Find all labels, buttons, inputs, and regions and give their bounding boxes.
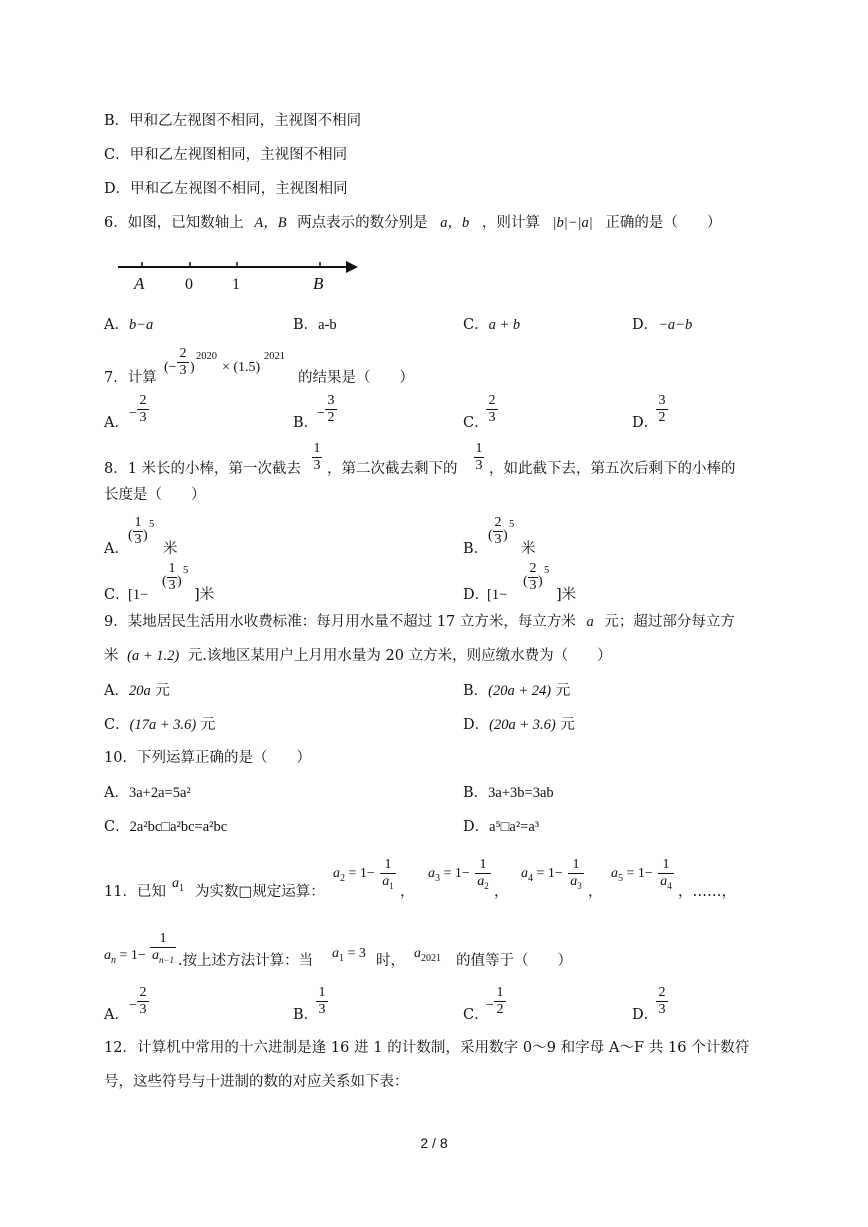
q7-option-b-label: B．	[293, 415, 319, 431]
q8-c-paren-close: )	[177, 574, 182, 589]
q8-stem-a: 8．1 米长的小棒，第一次截去	[104, 461, 302, 477]
q11-def-a2-lhs: $a_2 = 1-$	[333, 866, 375, 884]
q11-option-d-label: D．	[632, 1007, 659, 1023]
q8-option-a-label: A．	[104, 541, 129, 557]
q11-a1: $a_1$	[172, 876, 184, 894]
q6-option-d: D．−a−b	[632, 317, 693, 333]
q9-option-c: C．(17a + 3.6) 元	[104, 717, 216, 733]
q11-comma-3: ，	[588, 884, 603, 900]
q11-option-c-sign: −	[486, 998, 494, 1013]
q8-d-paren-open: (	[523, 574, 528, 589]
q11-comma-2: ，	[494, 884, 509, 900]
q11-def-a4-fraction: 1 $a_3$	[568, 857, 584, 894]
q8-c-suffix: ]米	[194, 587, 215, 603]
q7-exp1: 2020	[196, 351, 217, 362]
q8-b-exponent: 5	[509, 519, 515, 530]
q11-stem-d: 时，	[376, 953, 405, 969]
q7-times: × (1.5)	[222, 360, 261, 375]
q8-fraction-2: 1 3	[475, 441, 483, 473]
axis-label-a: A	[134, 274, 145, 293]
q11-option-b-label: B．	[293, 1007, 319, 1023]
q7-option-a-fraction: 2 3	[137, 393, 149, 426]
q8-b-unit: 米	[521, 541, 536, 557]
q8-a-unit: 米	[163, 541, 178, 557]
q11-comma-1: ，	[400, 884, 415, 900]
q6-option-b: B．a-b	[293, 317, 337, 333]
q10-stem: 10．下列运算正确的是（ ）	[104, 750, 311, 766]
q9-option-b: B．(20a + 24) 元	[463, 683, 571, 699]
q7-stem-a: 7．计算	[104, 370, 157, 386]
q9-stem-line1: 9．某地居民生活用水收费标准：每月用水量不超过 17 立方米，每立方米 a 元；超过部分每立方	[104, 614, 735, 630]
q11-def-a3-fraction: 1 $a_2$	[475, 857, 491, 894]
q11-def-a5-lhs: $a_5 = 1-$	[611, 866, 653, 884]
q6-option-a: A．b−a	[104, 317, 154, 333]
q11-target: $a_{2021}$	[414, 946, 441, 964]
q8-c-prefix: [1−	[128, 587, 149, 603]
q8-option-b-fraction: 2 3	[494, 515, 502, 547]
q8-stem-d: 长度是（ ）	[104, 487, 206, 503]
q9-option-a: A．20a 元	[104, 683, 170, 699]
q11-ellipsis: ，……，	[678, 884, 736, 900]
q12-line1: 12．计算机中常用的十六进制是逢 16 进 1 的计数制，采用数字 0～9 和字母 A～F 共 16 个计数符	[104, 1040, 750, 1056]
q7-paren-close: )	[190, 360, 195, 375]
q8-option-b-label: B．	[463, 541, 489, 557]
q8-c-paren-open: (	[162, 574, 167, 589]
number-line-arrow	[346, 261, 358, 273]
q6-points: A，B	[254, 215, 287, 231]
q6-values: a，b	[440, 215, 470, 231]
q11-option-c-fraction: 1 2	[494, 985, 506, 1018]
q7-option-c-fraction: 2 3	[486, 393, 498, 426]
q8-a-paren-open: (	[128, 528, 133, 543]
q8-stem-b: ，第二次截去剩下的	[327, 461, 458, 477]
q7-exp2: 2021	[264, 351, 285, 362]
q6-expression: |b|−|a|	[552, 215, 593, 231]
number-line	[110, 255, 370, 297]
q9-option-d: D．(20a + 3.6) 元	[463, 717, 575, 733]
q8-fraction-1: 1 3	[313, 441, 321, 473]
q10-option-b: B．3a+3b=3ab	[463, 785, 554, 801]
q7-option-a-label: A．	[104, 415, 129, 431]
q6-option-c: C．a + b	[463, 317, 521, 333]
q7-stem-b: 的结果是（ ）	[298, 370, 414, 386]
q5-option-b: B．甲和乙左视图不相同，主视图不相同	[104, 113, 362, 129]
q8-option-d-label: D．	[463, 587, 490, 603]
q10-option-a: A．3a+2a=5a²	[104, 785, 191, 801]
q10-option-c: C．2a²bc□a²bc=a²bc	[104, 819, 228, 835]
q8-d-prefix: [1−	[487, 587, 508, 603]
q8-b-paren-open: (	[488, 528, 493, 543]
q9-stem-line2: 米 (a + 1.2) 元.该地区某用户上月用水量为 20 立方米，则应缴水费为（ ）	[104, 648, 612, 664]
q11-stem-b: 为实数□规定运算：	[195, 884, 325, 900]
axis-label-zero: 0	[185, 276, 193, 293]
q6-stem: 6．如图，已知数轴上 A，B 两点表示的数分别是 a，b ，则计算 |b|−|a| 正确的是（ ）	[104, 215, 722, 231]
q8-d-paren-close: )	[538, 574, 543, 589]
q11-def-a3-lhs: $a_3 = 1-$	[428, 866, 470, 884]
q9-var: a	[586, 614, 594, 630]
q7-paren-open: (−	[164, 360, 177, 375]
q11-an-fraction: 1 $a_{n-1}$	[151, 931, 175, 965]
q8-option-c-fraction: 1 3	[168, 561, 176, 593]
axis-label-one: 1	[232, 276, 240, 293]
q10-option-d: D．a⁵□a²=a³	[463, 819, 540, 835]
q8-a-exponent: 5	[149, 519, 155, 530]
q8-d-exponent: 5	[544, 565, 550, 576]
q5-option-c: C．甲和乙左视图相同，主视图不相同	[104, 147, 348, 163]
q5-option-d: D．甲和乙左视图不相同，主视图相同	[104, 181, 348, 197]
q11-option-a-sign: −	[129, 998, 137, 1013]
q7-option-a-sign: −	[129, 406, 137, 421]
q7-option-d-fraction: 3 2	[656, 393, 668, 426]
q8-b-paren-close: )	[503, 528, 508, 543]
q11-option-c-label: C．	[463, 1007, 489, 1023]
q11-option-b-fraction: 1 3	[316, 985, 328, 1018]
q12-line2: 号，这些符号与十进制的数的对应关系如下表：	[104, 1074, 409, 1090]
q7-option-c-label: C．	[463, 415, 489, 431]
q11-stem-c: .按上述方法计算：当	[178, 953, 314, 969]
q11-an-lhs: $a_n = 1-$	[104, 948, 146, 966]
q11-def-a2-fraction: 1 $a_1$	[380, 857, 396, 894]
q11-option-a-label: A．	[104, 1007, 129, 1023]
q8-option-a-fraction: 1 3	[134, 515, 142, 547]
q8-option-c-label: C．	[104, 587, 130, 603]
q8-c-exponent: 5	[183, 565, 189, 576]
q7-expr-fraction: 2 3	[177, 346, 189, 379]
q11-stem-a: 11．已知	[104, 884, 166, 900]
q7-option-d-label: D．	[632, 415, 659, 431]
q9-expression: (a + 1.2)	[127, 648, 180, 664]
q8-d-suffix: ]米	[556, 587, 577, 603]
q11-option-d-fraction: 2 3	[656, 985, 668, 1018]
q8-stem-c: ，如此截下去，第五次后剩下的小棒的	[489, 461, 736, 477]
page-number: 2 / 8	[420, 1135, 448, 1151]
q11-option-a-fraction: 2 3	[137, 985, 149, 1018]
q7-option-b-fraction: 3 2	[325, 393, 337, 426]
axis-label-b: B	[313, 274, 324, 293]
q11-def-a4-lhs: $a_4 = 1-$	[521, 866, 563, 884]
q8-option-d-fraction: 2 3	[529, 561, 537, 593]
q11-condition: $a_1 = 3$	[332, 946, 366, 964]
q11-def-a5-fraction: 1 $a_4$	[658, 857, 674, 894]
q7-option-b-sign: −	[317, 406, 325, 421]
q11-stem-e: 的值等于（ ）	[456, 953, 572, 969]
q8-a-paren-close: )	[143, 528, 148, 543]
